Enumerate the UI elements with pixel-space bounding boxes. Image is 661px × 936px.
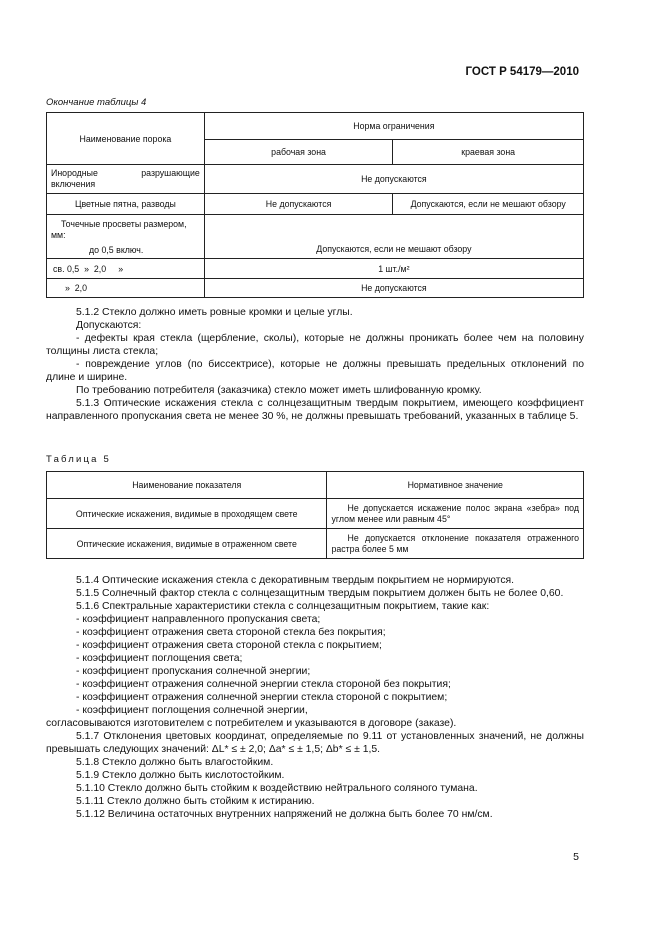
table4-row-value: Не допускаются [204,194,393,215]
paragraph: 5.1.8 Стекло должно быть влагостойким. [76,757,274,768]
table4-subrow-name: » 2,0 [47,279,205,298]
table5-row-name: Оптические искажения, видимые в проходящем свете [47,499,327,529]
table4-row-name: Инородные разрушающие включения [47,165,205,194]
section-5-1-2 [46,306,584,423]
list-item: - коэффициент отражения солнечной энергии стекла стороной без покрытия; [76,679,451,690]
paragraph: 5.1.4 Оптические искажения стекла с декоративным твердым покрытием не нормируются. [76,575,515,586]
paragraph: 5.1.10 Стекло должно быть стойким к воздействию нейтрального соляного тумана. [76,783,478,794]
list-item: - коэффициент направленного пропускания света; [76,614,321,625]
table4-header-work-zone: рабочая зона [204,140,393,165]
table-5 [46,471,584,559]
table4-caption: Окончание таблицы 4 [46,97,147,108]
paragraph: 5.1.5 Солнечный фактор стекла с солнцезащитным твердым покрытием должен быть не более 0,60. [76,588,564,599]
table4-row-name: Точечные просветы размером, мм: [51,219,187,240]
table4-header-edge-zone: краевая зона [393,140,584,165]
paragraph: - повреждение углов (по биссектрисе), которые не должны превышать предельных отклонений по длине и ширине. [46,359,584,383]
page-number: 5 [573,851,579,863]
paragraph: согласовываются изготовителем с потребителем и указываются в договоре (заказе). [46,718,457,729]
list-item: - коэффициент отражения солнечной энергии стекла стороной с покрытием; [76,692,448,703]
list-item: - коэффициент отражения света стороной стекла без покрытия; [76,627,386,638]
paragraph: 5.1.3 Оптические искажения стекла с солнцезащитным твердым покрытием, имеющего коэффициент направленного пропускания света не менее 30 %, не должны превышать требований, указанных в таблице 5. [46,398,584,422]
document-id: ГОСТ Р 54179—2010 [465,66,579,78]
list-item: - коэффициент отражения света стороной стекла с покрытием; [76,640,382,651]
table4-row-value: 1 шт./м² [204,259,583,279]
table5-row-value: Не допускается искажение полос экрана «зебра» под углом менее или равным 45° [327,499,584,529]
paragraph: 5.1.11 Стекло должно быть стойким к истиранию. [76,796,315,807]
paragraph: 5.1.6 Спектральные характеристики стекла с солнцезащитным покрытием, такие как: [76,601,490,612]
paragraph: 5.1.2 Стекло должно иметь ровные кромки и целые углы. [76,307,353,318]
table4-row-value: Не допускаются [204,165,583,194]
table-4 [46,112,584,298]
table4-row-value: Не допускаются [204,279,583,298]
paragraph: 5.1.9 Стекло должно быть кислотостойким. [76,770,285,781]
table4-row-value: Допускаются, если не мешают обзору [393,194,584,215]
table5-caption: Таблица 5 [46,454,111,465]
table5-header-indicator: Наименование показателя [47,472,327,499]
table4-subrow-name: до 0,5 включ. [89,245,144,255]
table5-row-value: Не допускается отклонение показателя отраженного растра более 5 мм [327,529,584,559]
table5-row-name: Оптические искажения, видимые в отраженном свете [47,529,327,559]
table4-header-defect: Наименование порока [47,113,205,165]
list-item: - коэффициент поглощения света; [76,653,243,664]
table4-header-norm: Норма ограничения [204,113,583,140]
table4-row-name: Цветные пятна, разводы [47,194,205,215]
table4-subrow-name: св. 0,5 » 2,0 » [47,259,205,279]
paragraph: 5.1.12 Величина остаточных внутренних напряжений не должна быть более 70 нм/см. [76,809,493,820]
paragraph: - дефекты края стекла (щербление, сколы), которые не должны проникать более чем на половину толщины листа стекла; [46,333,584,357]
section-5-1-4-onward [46,574,584,821]
paragraph: По требованию потребителя (заказчика) стекло может иметь шлифованную кромку. [76,385,482,396]
table5-header-value: Нормативное значение [327,472,584,499]
list-item: - коэффициент поглощения солнечной энергии, [76,705,308,716]
list-item: - коэффициент пропускания солнечной энергии; [76,666,311,677]
table4-row-value: Допускаются, если не мешают обзору [204,215,583,259]
paragraph: 5.1.7 Отклонения цветовых координат, определяемые по 9.11 от установленных значений, не должны превышать следующих значений: ΔL* ≤ ± 2,0; Δa* ≤ ± 1,5; Δb* ≤ ± 1,5. [46,731,584,755]
paragraph: Допускаются: [76,320,142,331]
